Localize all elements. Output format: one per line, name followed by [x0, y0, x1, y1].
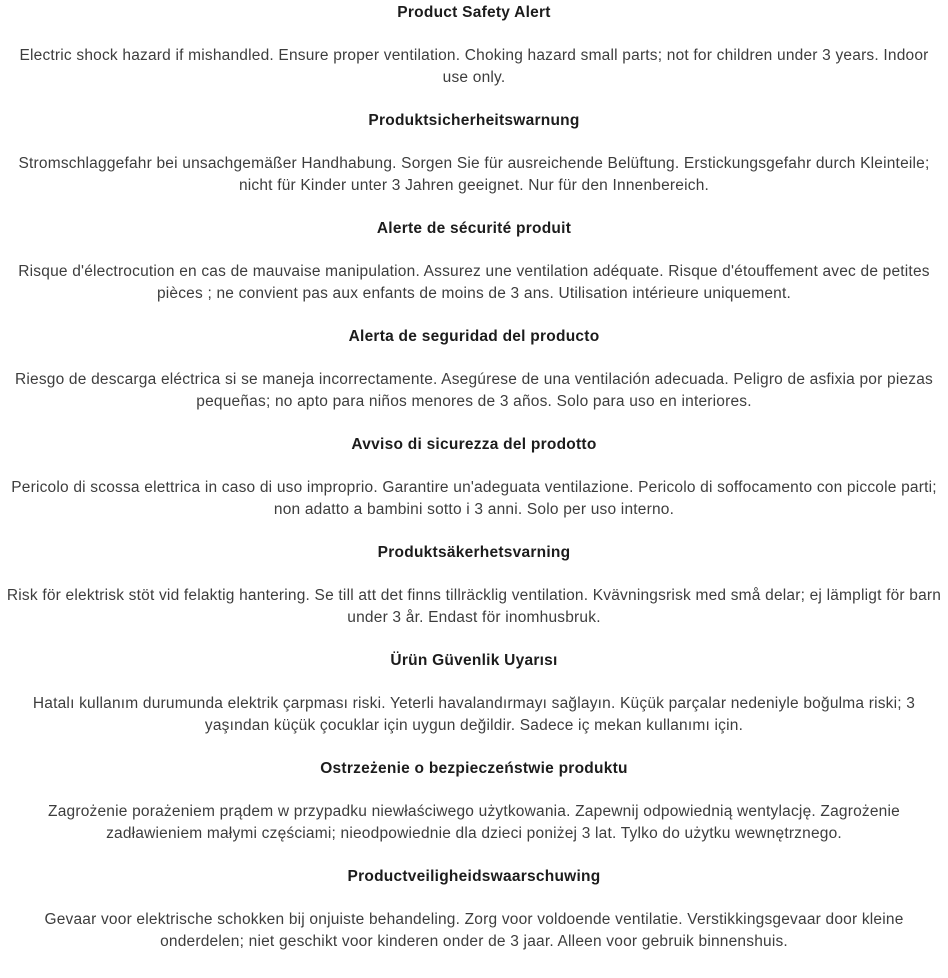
safety-text-es: Riesgo de descarga eléctrica si se maneja incorrectamente. Asegúrese de una ventilación adecuada. Peligro de asfixia por piezas pequeñas; no apto para niños menores de 3 años. Solo para uso en interiores. [14, 371, 934, 410]
safety-heading-pl: Ostrzeżenie o bezpieczeństwie produktu [320, 760, 628, 777]
safety-section-sv [6, 542, 942, 629]
safety-section-en [6, 2, 942, 89]
safety-text-de: Stromschlaggefahr bei unsachgemäßer Handhabung. Sorgen Sie für ausreichende Belüftung. Erstickungsgefahr durch Kleinteile; nicht für Kinder unter 3 Jahren geeignet. Nur für den Innenbereich. [18, 155, 930, 194]
safety-section-es [6, 326, 942, 413]
safety-section-fr [6, 218, 942, 305]
safety-text-pl: Zagrożenie porażeniem prądem w przypadku niewłaściwego użytkowania. Zapewnij odpowiednią wentylację. Zagrożenie zadławieniem małymi częściami; nieodpowiednie dla dzieci poniżej 3 lat. Tylko do użytku wewnętrznego. [48, 803, 900, 842]
safety-text-en: Electric shock hazard if mishandled. Ensure proper ventilation. Choking hazard small parts; not for children under 3 years. Indoor use only. [19, 47, 929, 86]
safety-heading-it: Avviso di sicurezza del prodotto [351, 436, 597, 453]
safety-heading-es: Alerta de seguridad del producto [348, 328, 600, 345]
safety-text-tr: Hatalı kullanım durumunda elektrik çarpması riski. Yeterli havalandırmayı sağlayın. Küçük parçalar nedeniyle boğulma riski; 3 yaşından küçük çocuklar için uygun değildir. Sadece iç mekan kullanımı için. [32, 695, 916, 734]
safety-section-de [6, 110, 942, 197]
safety-text-fr: Risque d'électrocution en cas de mauvaise manipulation. Assurez une ventilation adéquate. Risque d'étouffement avec de petites pièces ; ne convient pas aux enfants de moins de 3 ans. Utilisation intérieure uniquement. [18, 263, 930, 302]
safety-section-nl [6, 866, 942, 953]
safety-section-it [6, 434, 942, 521]
safety-heading-de: Produktsicherheitswarnung [368, 112, 580, 129]
safety-heading-fr: Alerte de sécurité produit [376, 220, 572, 237]
safety-heading-sv: Produktsäkerhetsvarning [377, 544, 571, 561]
safety-section-tr [6, 650, 942, 737]
safety-section-pl [6, 758, 942, 845]
safety-text-it: Pericolo di scossa elettrica in caso di uso improprio. Garantire un'adeguata ventilazione. Pericolo di soffocamento con piccole parti; non adatto a bambini sotto i 3 anni. Solo per uso interno. [11, 479, 937, 518]
safety-text-sv: Risk för elektrisk stöt vid felaktig hantering. Se till att det finns tillräcklig ventilation. Kvävningsrisk med små delar; ej lämpligt för barn under 3 år. Endast för inomhusbruk. [6, 587, 942, 626]
safety-text-nl: Gevaar voor elektrische schokken bij onjuiste behandeling. Zorg voor voldoende ventilatie. Verstikkingsgevaar door kleine onderdelen; niet geschikt voor kinderen onder de 3 jaar. Alleen voor gebruik binnenshuis. [44, 911, 904, 950]
safety-heading-tr: Ürün Güvenlik Uyarısı [390, 652, 558, 669]
safety-heading-en: Product Safety Alert [397, 4, 551, 21]
safety-heading-nl: Productveiligheidswaarschuwing [347, 868, 601, 885]
